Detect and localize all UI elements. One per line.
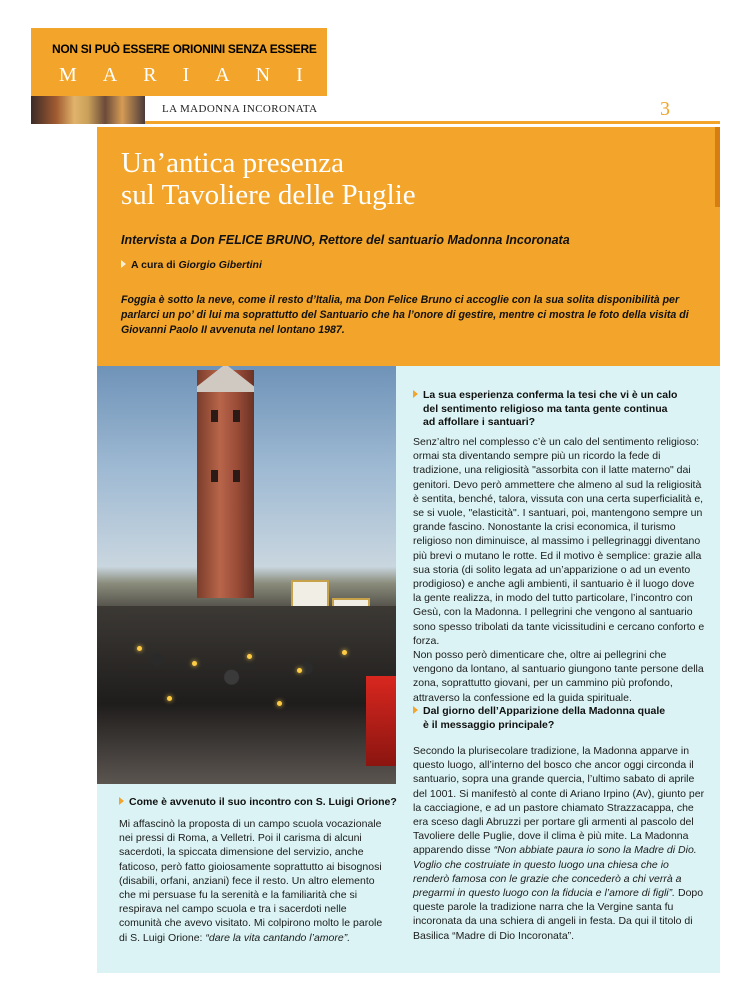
tower-window	[233, 410, 240, 422]
bullet-arrow-icon	[413, 390, 418, 398]
masthead	[31, 28, 327, 96]
bullet-arrow-icon	[413, 706, 418, 714]
tower-window	[233, 470, 240, 482]
answer-orione-quote: “dare la vita cantando l’amore”.	[205, 931, 351, 944]
candle-light	[167, 696, 172, 701]
answer-apparition-quote: “Non abbiate paura io sono la Madre di Dio. Voglio che costruiate in questo luogo una chiesa che io renderò famosa con le grazie che concederò a chi verrà a pregarmi in questo luogo con la fiducia e l’amore di figli”.	[413, 844, 697, 900]
section-title: LA MADONNA INCORONATA	[162, 103, 318, 115]
question-orione-text: Come è avvenuto il suo incontro con S. Luigi Orione?	[129, 796, 397, 808]
page-number: 3	[660, 98, 670, 120]
article-title	[121, 147, 416, 211]
question-orione	[119, 796, 397, 808]
article-title-line1: Un’antica presenza	[121, 147, 345, 179]
red-candle-glow	[366, 676, 396, 766]
header-rule	[145, 121, 720, 124]
question-religious-decline	[413, 389, 703, 430]
tower-window	[211, 470, 218, 482]
answer-religious-decline-p2: Non posso però dimenticare che, oltre ai pellegrini che vengono da lontano, al santuario giungono tante persone della zona, soprattutto giovani, per un cammino più profondo, attraverso la confessione ed la guida spirituale.	[413, 649, 704, 704]
candle-light	[297, 668, 302, 673]
article-lead: Foggia è sotto la neve, come il resto d’Italia, ma Don Felice Bruno ci accoglie con la sua solita disponibilità per parlarci un po’ di lui ma soprattutto del Santuario che ha l’onore di gestire, mentre ci mostra le foto della visita di Giovanni Paolo II avvenuta nel lontano 1987.	[121, 294, 689, 336]
bell-tower-top	[197, 366, 254, 392]
title-box-accent	[715, 127, 720, 207]
bullet-arrow-icon	[121, 260, 126, 268]
masthead-mariani: MARIANI	[59, 64, 329, 86]
candle-light	[192, 661, 197, 666]
question-religious-decline-line3: ad affollare i santuari?	[423, 416, 536, 428]
byline-prefix: A cura di	[131, 259, 176, 271]
byline	[121, 259, 262, 271]
question-religious-decline-line1: La sua esperienza conferma la tesi che vi è un calo	[423, 389, 678, 401]
candle-light	[247, 654, 252, 659]
question-apparition-line1: Dal giorno dell’Apparizione della Madonna quale	[423, 705, 666, 717]
sanctuary-procession-photo	[97, 366, 396, 784]
candle-light	[137, 646, 142, 651]
tower-window	[211, 410, 218, 422]
masthead-motto: NON SI PUÒ ESSERE ORIONINI SENZA ESSERE	[52, 42, 317, 56]
title-box	[97, 127, 720, 366]
answer-apparition-intro: Secondo la plurisecolare tradizione, la Madonna apparve in questo luogo, all’interno del bosco che ancor oggi circonda il santuario, sopra una grande quercia, l’ultimo sabato di aprile del 1001. Si manifestò al conte di Ariano Irpino (Av), giunto per la cacciagione, e ad un pastore chiamato Strazzacappa, che era sceso dagli Abruzzi per portare gli armenti al pascolo del Tavoliere delle Puglie, dove il clima è più mite. La Madonna apparendo disse	[413, 745, 705, 857]
answer-apparition-message	[413, 744, 705, 943]
answer-orione-text: Mi affascinò la proposta di un campo scuola vocazionale nei pressi di Roma, a Velletri. Poi il carisma di alcuni sacerdoti, la spiccata dimensione del servizio, anche faticoso, però fatto gioiosamente soprattutto ai bisognosi (disabili, orfani, anziani) fece il resto. Un altro elemento che mi persuase fu la serenità e la familiarità che si respirava nel campo scuola e tra i sacerdoti nelle comunità che avevo visitato. Mi colpirono molto le parole di S. Luigi Orione:	[119, 818, 383, 944]
question-apparition-message	[413, 705, 703, 732]
candle-light	[342, 650, 347, 655]
bullet-arrow-icon	[119, 797, 124, 805]
header-thumbnail-image	[31, 96, 145, 124]
answer-religious-decline	[413, 435, 705, 705]
article-title-line2: sul Tavoliere delle Puglie	[121, 179, 416, 211]
question-religious-decline-line2: del sentimento religioso ma tanta gente continua	[423, 402, 668, 415]
bell-tower	[197, 370, 254, 598]
answer-apparition-outro: Dopo queste parole la tradizione narra che la Vergine santa fu incoronata da una schiera di angeli in festa. Da qui il titolo di Basilica “Madre di Dio Incoronata”.	[413, 887, 704, 942]
question-apparition-line2: è il messaggio principale?	[423, 718, 555, 731]
article-subtitle: Intervista a Don FELICE BRUNO, Rettore del santuario Madonna Incoronata	[121, 233, 570, 247]
candle-light	[277, 701, 282, 706]
pilgrim-crowd	[97, 606, 396, 784]
answer-religious-decline-p1: Senz’altro nel complesso c’è un calo del sentimento religioso: ormai sta diventando sempre più un ricordo la fede di tradizione, una religiosità "assorbita con il latte materno" dai genitori. Devo però ammettere che almeno al sud la religiosità è sentita, benché, talora, vissuta con una certa superficialità e, se si vuole, "elasticità". I santuari, poi, mantengono sempre un grande fascino. Nonostante la crisi economica, il turismo religioso non diminuisce, al massimo i pellegrinaggi diventano più brevi o mutano le rotte. Ed il motivo è semplice: grazie alla sua storia (di solito legata ad un’apparizione o ad un evento prodigioso) e anche agli ambienti, il santuario è il luogo dove la gente realizza, in modo del tutto particolare, l’incontro con Gesù, con la Madonna. I pellegrini che vengono al santuario sono spesso tribolati da tante vicissitudini e cercano conforto e forza.	[413, 436, 705, 647]
byline-name: Giorgio Gibertini	[178, 259, 262, 271]
answer-orione	[119, 817, 390, 945]
